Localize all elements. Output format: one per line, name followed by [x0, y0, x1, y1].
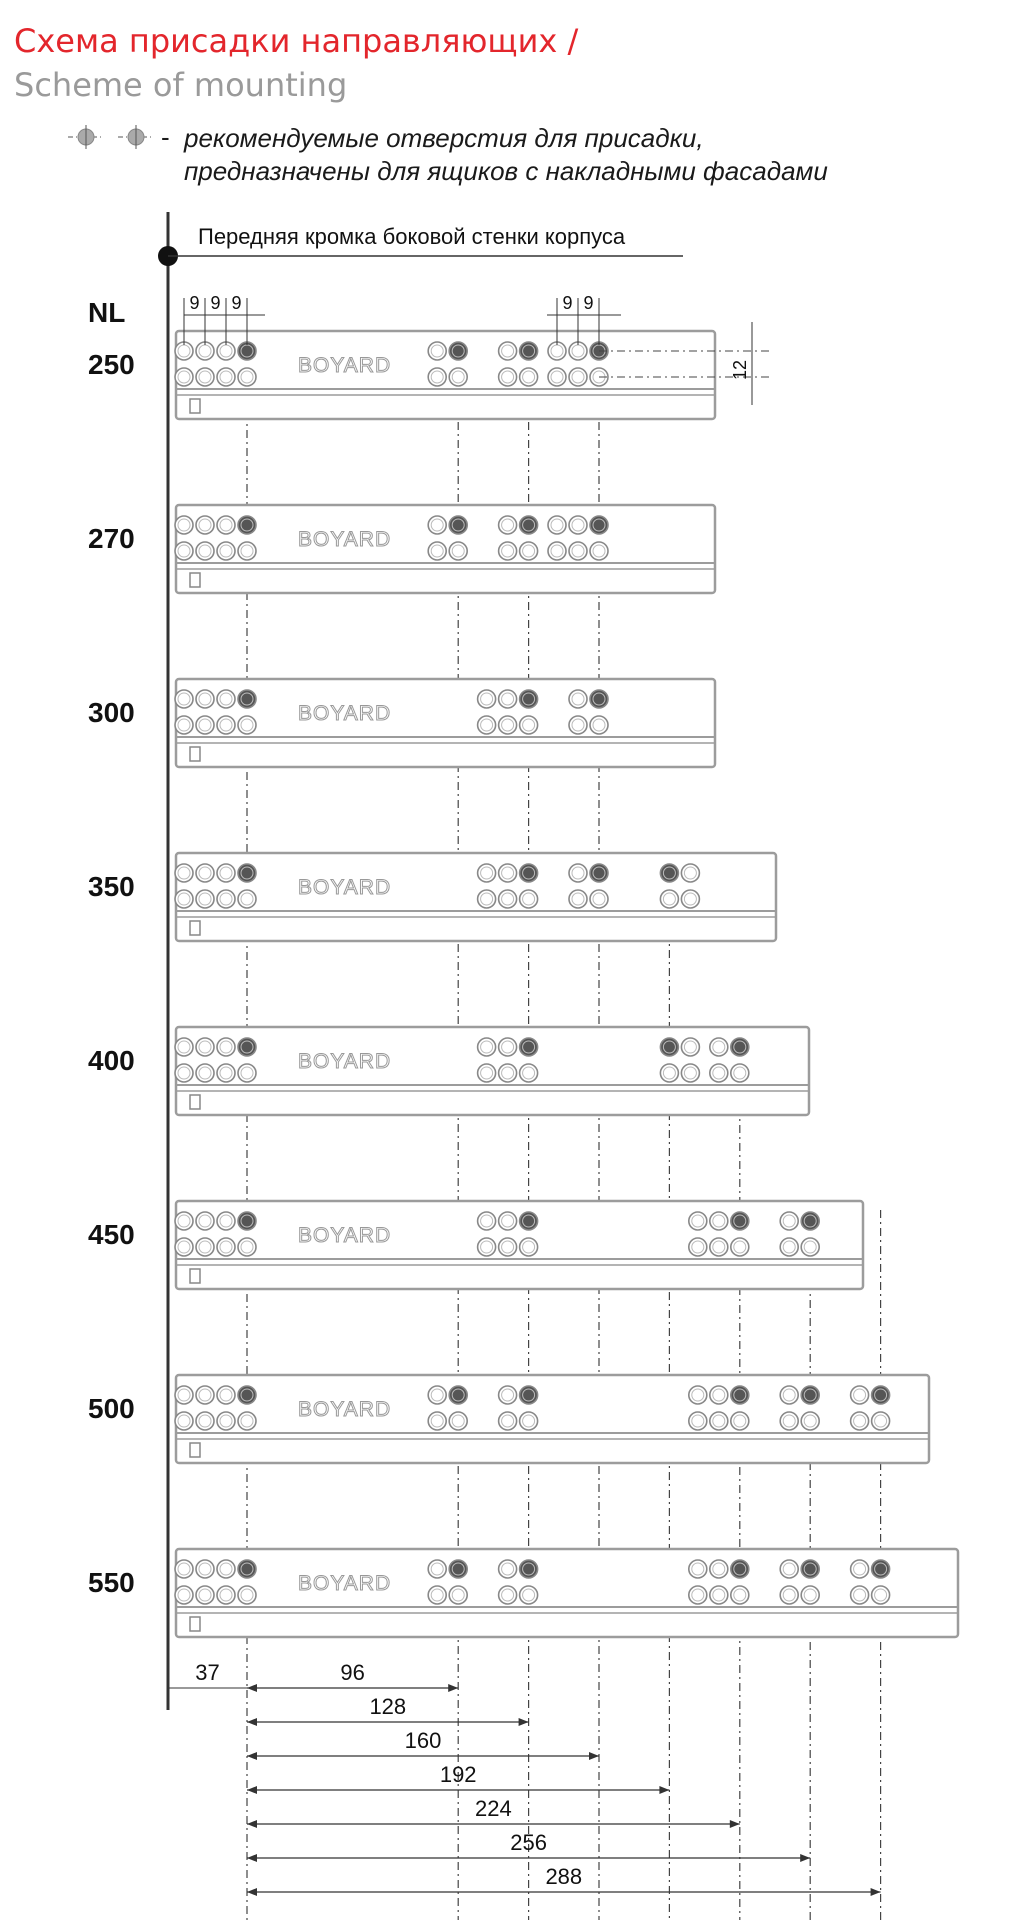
nl-value: 450 — [88, 1219, 135, 1250]
dim-label-top-right: 9 — [562, 293, 573, 313]
dim-arrow-icon — [871, 1888, 881, 1896]
dim-arrow-icon — [519, 1718, 529, 1726]
dim-arrow-icon — [800, 1854, 810, 1862]
dim-label-distance: 224 — [475, 1796, 512, 1821]
dim-arrow-icon — [730, 1820, 740, 1828]
dim-arrow-icon — [247, 1684, 257, 1692]
page-subtitle: Scheme of mounting — [14, 66, 348, 104]
rail-250 — [88, 331, 715, 419]
dim-arrow-icon — [659, 1786, 669, 1794]
nl-value: 400 — [88, 1045, 135, 1076]
dim-label-vertical: 12 — [730, 359, 750, 381]
dim-arrow-icon — [247, 1820, 257, 1828]
rail-550 — [88, 1549, 958, 1637]
nl-label: NL — [88, 297, 126, 328]
nl-value: 500 — [88, 1393, 135, 1424]
dim-label-distance: 128 — [369, 1694, 407, 1719]
dim-arrow-icon — [247, 1718, 257, 1726]
rail-body — [176, 1549, 958, 1637]
rail-300 — [88, 679, 715, 767]
nl-value: 270 — [88, 523, 135, 554]
dim-arrow-icon — [247, 1752, 257, 1760]
dim-label-top-left: 9 — [231, 293, 242, 313]
rail-400 — [88, 1027, 809, 1115]
dim-label-top-right: 9 — [583, 293, 594, 313]
boyard-logo: BOYARD — [298, 1572, 392, 1595]
front-edge-label: Передняя кромка боковой стенки корпуса — [198, 224, 626, 249]
boyard-logo: BOYARD — [298, 1224, 392, 1247]
dim-label-distance: 96 — [340, 1660, 365, 1685]
legend-line-2: предназначены для ящиков с накладными фасадами — [184, 156, 828, 186]
legend-line-1: рекомендуемые отверстия для присадки, — [184, 123, 704, 153]
dim-label-offset: 37 — [195, 1660, 220, 1685]
page-title: Схема присадки направляющих / — [14, 22, 579, 60]
boyard-logo: BOYARD — [298, 354, 392, 377]
boyard-logo: BOYARD — [298, 1398, 392, 1421]
dim-arrow-icon — [247, 1888, 257, 1896]
dim-arrow-icon — [448, 1684, 458, 1692]
dim-label-top-left: 9 — [210, 293, 221, 313]
legend-dash: - — [161, 122, 170, 152]
boyard-logo: BOYARD — [298, 528, 392, 551]
boyard-logo: BOYARD — [298, 702, 392, 725]
rail-body — [176, 679, 715, 767]
nl-value: 550 — [88, 1567, 135, 1598]
rail-270 — [88, 505, 715, 593]
dim-arrow-icon — [589, 1752, 599, 1760]
dim-label-distance: 256 — [510, 1830, 547, 1855]
rail-450 — [88, 1201, 863, 1289]
boyard-logo: BOYARD — [298, 876, 392, 899]
rail-500 — [88, 1375, 929, 1463]
dim-arrow-icon — [247, 1854, 257, 1862]
dim-label-distance: 192 — [439, 1762, 477, 1787]
nl-value: 300 — [88, 697, 135, 728]
dim-label-distance: 288 — [545, 1864, 583, 1889]
rail-350 — [88, 853, 776, 941]
nl-value: 250 — [88, 349, 135, 380]
boyard-logo: BOYARD — [298, 1050, 392, 1073]
nl-value: 350 — [88, 871, 135, 902]
dim-arrow-icon — [247, 1786, 257, 1794]
dim-label-distance: 160 — [404, 1728, 442, 1753]
dim-label-top-left: 9 — [189, 293, 200, 313]
